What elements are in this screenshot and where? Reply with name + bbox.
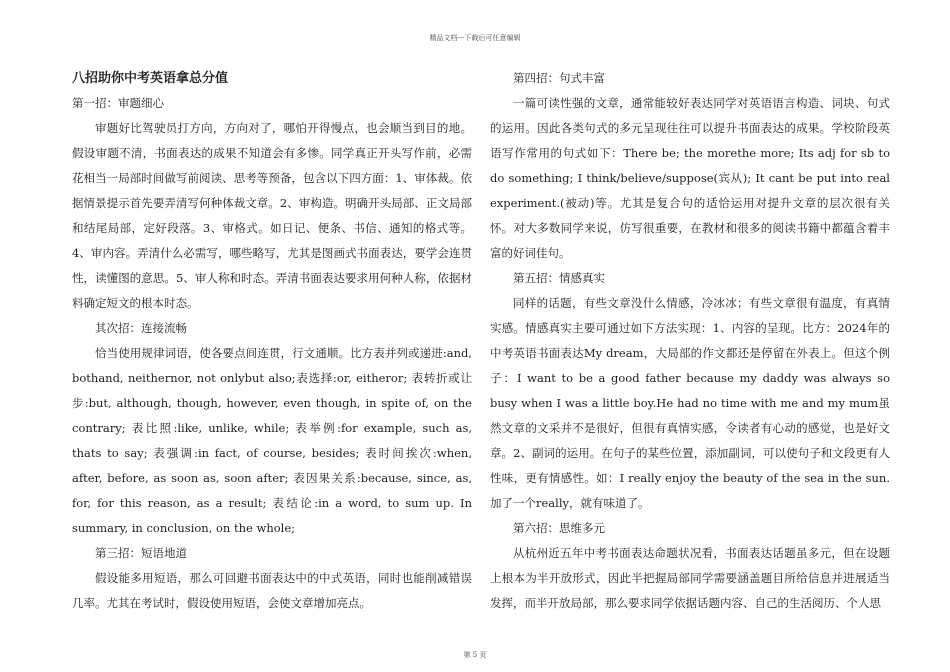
section-body-1: 审题好比驾驶员打方向，方向对了，哪怕开得慢点，也会顺当到目的地。假设审题不清，书面表达的成果不知道会有多惨。同学真正开头写作前，必需花相当一局部时间做写前阅读、思考等预备，包含以下四方面：1、审体裁。依据情景提示首先要弄清写何种体裁文章。2、审构造。明确开头局部、正文局部和结尾局部，定好段落。3、审格式。如日记、便条、书信、通知的格式等。4、审内容。弄清什么必需写，哪些略写，尤其是图画式书面表达，要学会连贯性，读懂图的意思。5、审人称和时态。弄清书面表达要求用何种人称，依据材料确定短文的根本时态。 [72, 121, 472, 310]
section-heading-6: 第六招：思维多元 [513, 521, 605, 535]
right-column [490, 66, 890, 616]
section-body-4: 一篇可读性强的文章，通常能较好表达同学对英语语言构造、词块、句式的运用。因此各类句式的多元呈现往往可以提升书面表达的成果。学校阶段英语写作常用的句式如下：There be; the morethe more; Its adj for sb to do something; I think/believe/suppose(宾从); It cant be put into real experiment.(被动)等。尤其是复合句的适恰运用对提升文章的层次很有关怀。对大多数同学来说，仿写很重要，在教材和很多的阅读书籍中都蕴含着丰富的好词佳句。 [490, 96, 890, 260]
section-heading-1: 第一招：审题细心 [72, 96, 164, 110]
section-heading-3: 第三招：短语地道 [95, 546, 187, 560]
section-body-5: 同样的话题，有些文章没什么情感，冷冰冰；有些文章很有温度，有真情实感。情感真实主要可通过如下方法实现：1、内容的呈现。比方：2024年的中考英语书面表达My dream，大局部的作文都还是停留在外表上。但这个例子：I want to be a good father because my daddy was always so busy when I was a little boy.He had no time with me and my mum虽然文章的文采并不是很好，但很有真情实感，令读者有心动的感觉，也是好文章。2、副词的运用。在句子的某些位置，添加副词，可以使句子和文段更有人性味，更有情感性。如：I really enjoy the beauty of the sea in the sun.加了一个really，就有味道了。 [490, 296, 890, 510]
section-heading-2: 其次招：连接流畅 [95, 321, 187, 335]
section-heading-5: 第五招：情感真实 [513, 271, 605, 285]
page-header: 精品文档---下载后可任意编辑 [429, 34, 521, 42]
page-footer: 第 5 页 [463, 651, 487, 659]
section-body-3: 假设能多用短语，那么可回避书面表达中的中式英语，同时也能削减错误几率。尤其在考试时，假设使用短语，会使文章增加亮点。 [72, 571, 472, 610]
left-column [72, 66, 472, 616]
section-heading-4: 第四招：句式丰富 [513, 71, 605, 85]
document-title: 八招助你中考英语拿总分值 [72, 71, 229, 86]
section-body-6: 从杭州近五年中考书面表达命题状况看，书面表达话题虽多元，但在设题上根本为半开放形式，因此半把握局部同学需要涵盖题目所给信息并进展适当发挥，而半开放局部，那么要求同学依据话题内容、自己的生活阅历、个人思 [490, 546, 890, 610]
section-body-2: 恰当使用规律词语，使各要点间连贯，行文通顺。比方表并列或递进:and, bothand, neithernor, not onlybut also;表选择:or, eitheror; 表转折或让步:but, although, though, however, even though, in spite of, on the contrary; 表比照:like, unlike, while; 表举例:for example, such as, thats to say; 表强调:in fact, of course, besides; 表时间挨次:when, after, before, as soon as, soon after; 表因果关系:because, since, as, for, for this reason, as a result; 表结论:in a word, to sum up. In summary, in conclusion, on the whole; [72, 346, 472, 535]
